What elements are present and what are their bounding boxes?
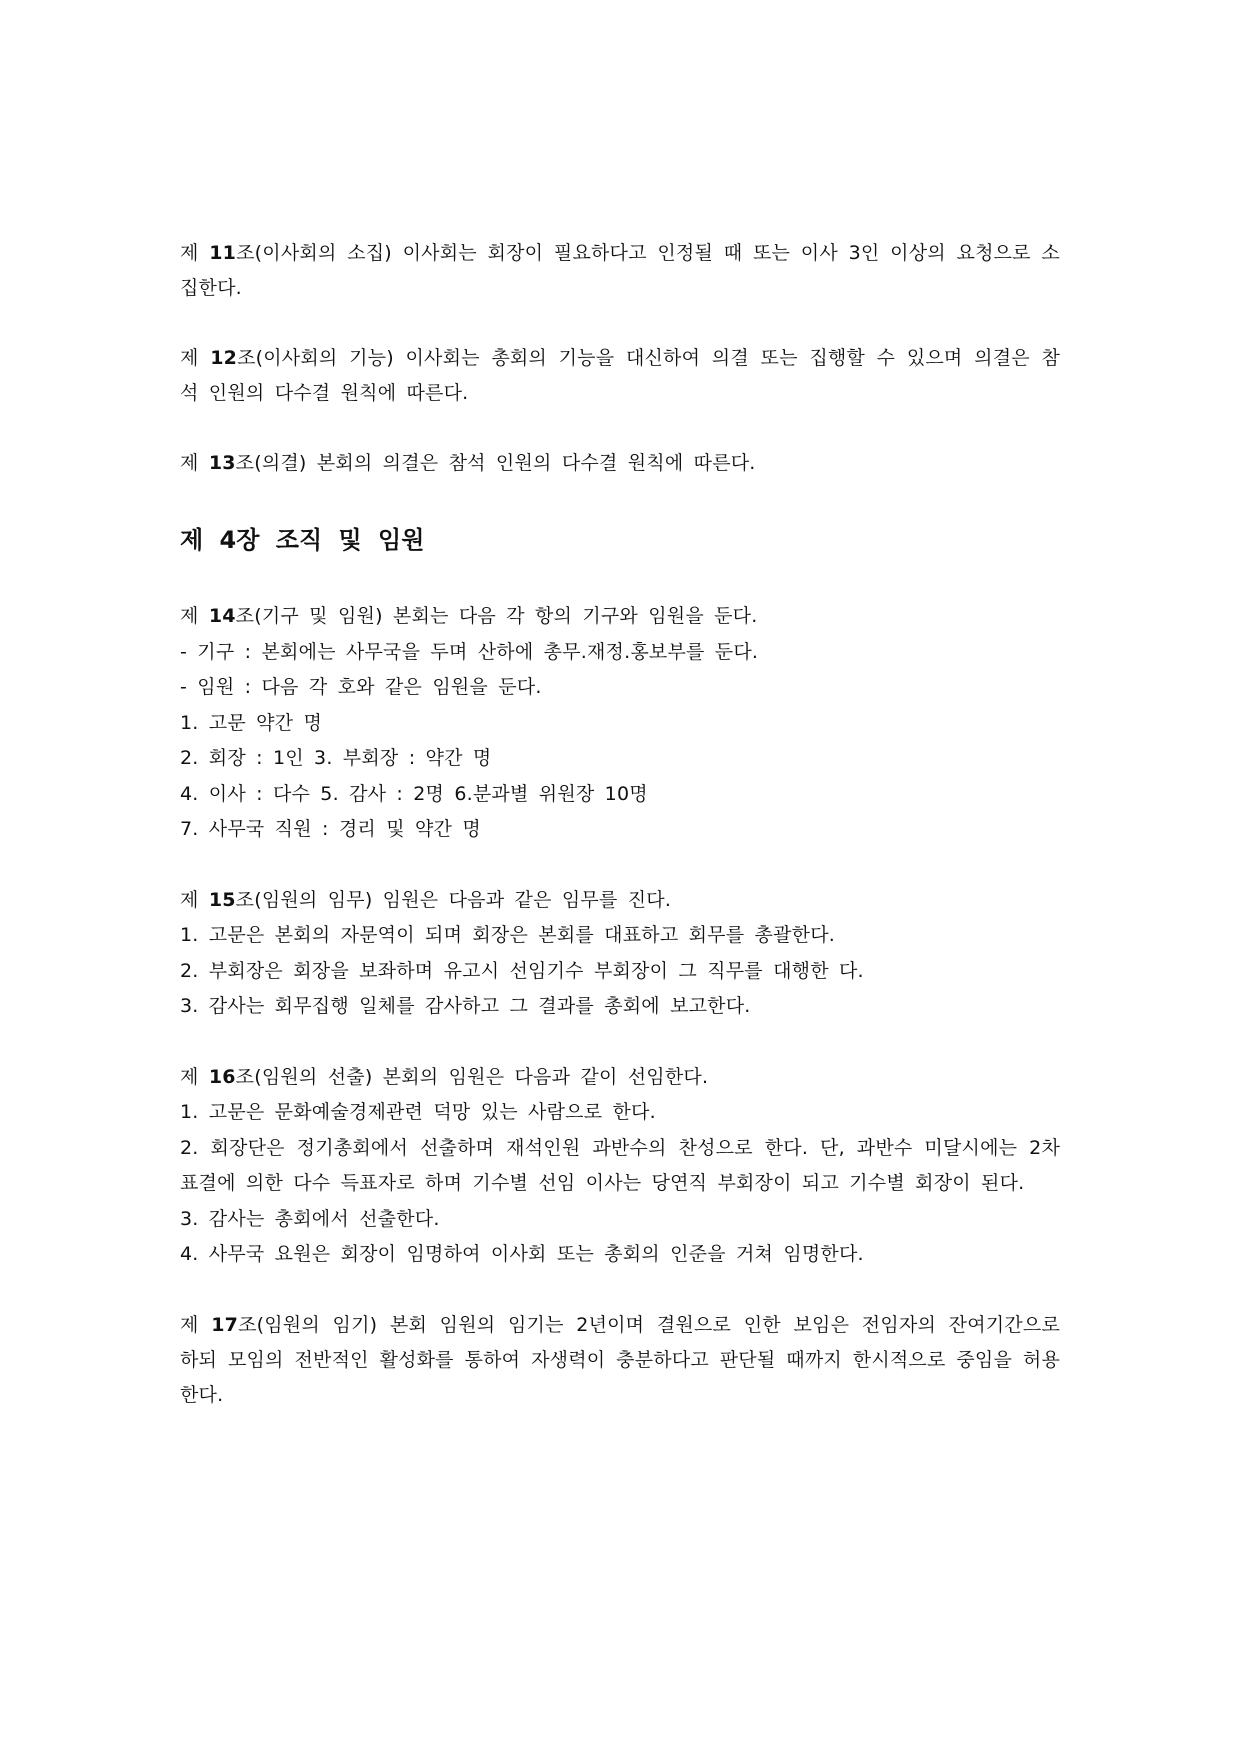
article-text: 조(임원의 임무) 임원은 다음과 같은 임무를 진다.	[235, 888, 672, 911]
list-item: 3. 감사는 총회에서 선출한다.	[180, 1207, 440, 1230]
list-item: 4. 사무국 요원은 회장이 임명하여 이사회 또는 총회의 인준을 거쳐 임명한다.	[180, 1243, 864, 1265]
article-number: 14	[208, 605, 236, 627]
list-item: 1. 고문 약간 명	[180, 711, 323, 734]
document-page	[180, 236, 1060, 1413]
article-number: 15	[208, 888, 236, 911]
article-17	[180, 1308, 1060, 1413]
article-text: 조(의결) 본회의 의결은 참석 인원의 다수결 원칙에 따른다.	[235, 452, 756, 474]
list-item: 7. 사무국 직원 : 경리 및 약간 명	[180, 818, 481, 840]
article-heading-line	[180, 883, 1060, 919]
article-number: 17	[211, 1313, 239, 1336]
list-item: 1. 고문은 본회의 자문역이 되며 회장은 본회를 대표하고 회무를 총괄한다.	[180, 924, 835, 946]
article-text: 조(이사회의 기능) 이사회는 총회의 기능을 대신하여 의결 또는 집행할 수 있으며 의결은 참석 인원의 다수결 원칙에 따른다.	[180, 347, 1060, 404]
article-12	[180, 341, 1060, 411]
list-item: 3. 감사는 회무집행 일체를 감사하고 그 결과를 총회에 보고한다.	[180, 995, 751, 1017]
list-item: - 임원 : 다음 각 호와 같은 임원을 둔다.	[180, 676, 542, 698]
list-item: 4. 이사 : 다수 5. 감사 : 2명 6.분과별 위원장 10명	[180, 782, 648, 805]
article-prefix: 제	[180, 452, 199, 474]
article-11	[180, 236, 1060, 306]
article-heading-line	[180, 1060, 1060, 1096]
article-16	[180, 1060, 1060, 1273]
article-number: 16	[208, 1065, 236, 1088]
article-prefix: 제	[180, 605, 199, 627]
article-prefix: 제	[180, 1065, 199, 1088]
list-item: 2. 회장단은 정기총회에서 선출하며 재석인원 과반수의 찬성으로 한다. 단, 과반수 미달시에는 2차 표결에 의한 다수 득표자로 하며 기수별 선임 이사는 당연직 부회장이 되고 기수별 회장이 된다.	[180, 1136, 1060, 1194]
list-item: - 기구 : 본회에는 사무국을 두며 산하에 총무.재정.홍보부를 둔다.	[180, 640, 759, 663]
article-15	[180, 883, 1060, 1025]
list-item: 2. 부회장은 회장을 보좌하며 유고시 선임기수 부회장이 그 직무를 대행한 다.	[180, 959, 864, 982]
article-prefix: 제	[180, 347, 199, 369]
article-text: 조(임원의 임기) 본회 임원의 임기는 2년이며 결원으로 인한 보임은 전임자의 잔여기간으로 하되 모임의 전반적인 활성화를 통하여 자생력이 충분하다고 판단될 때까지 한시적으로 중임을 허용한다.	[180, 1313, 1060, 1406]
article-14	[180, 599, 1060, 848]
list-item: 1. 고문은 문화예술경제관련 덕망 있는 사람으로 한다.	[180, 1101, 656, 1123]
article-text: 조(임원의 선출) 본회의 임원은 다음과 같이 선임한다.	[235, 1065, 709, 1088]
article-prefix: 제	[180, 888, 199, 911]
article-number: 12	[210, 347, 238, 369]
list-item: 2. 회장 : 1인 3. 부회장 : 약간 명	[180, 747, 492, 769]
article-prefix: 제	[180, 242, 199, 264]
article-text: 조(기구 및 임원) 본회는 다음 각 항의 기구와 임원을 둔다.	[235, 605, 758, 627]
article-prefix: 제	[180, 1313, 199, 1336]
article-13	[180, 446, 1060, 481]
article-text: 조(이사회의 소집) 이사회는 회장이 필요하다고 인정될 때 또는 이사 3인 이상의 요청으로 소집한다.	[180, 242, 1060, 299]
chapter-title: 제 4장 조직 및 임원	[180, 526, 425, 554]
article-heading-line	[180, 599, 1060, 635]
article-number: 11	[209, 242, 237, 264]
article-number: 13	[208, 452, 236, 474]
